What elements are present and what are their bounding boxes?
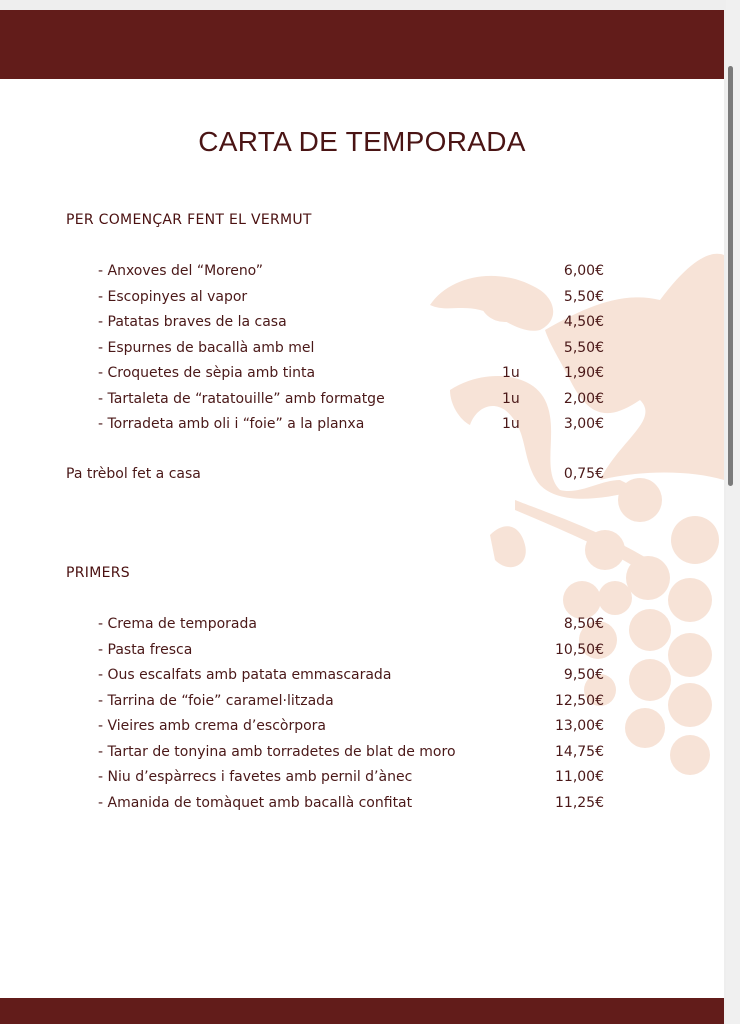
item-price: 11,00€ [555,769,604,785]
menu-item [98,416,604,441]
item-name: - Patatas braves de la casa [98,314,287,330]
menu-item [98,693,604,718]
item-price: 8,50€ [563,616,604,632]
menu-page [0,10,724,1024]
menu-item [98,365,604,390]
item-price: 3,00€ [563,416,604,432]
item-name: - Pasta fresca [98,642,193,658]
item-name: - Croquetes de sèpia amb tinta [98,365,316,381]
item-name: - Tartar de tonyina amb torradetes de blat de moro [98,744,456,760]
section-heading-primers: PRIMERS [66,565,130,581]
item-name: - Vieires amb crema d’escòrpora [98,718,326,734]
menu-item [98,667,604,692]
item-name: - Tarrina de “foie” caramel·litzada [98,693,334,709]
item-unit: 1u [502,365,520,381]
item-price: 10,50€ [555,642,604,658]
item-price: 14,75€ [555,744,604,760]
page-title: CARTA DE TEMPORADA [198,126,526,157]
menu-item [98,289,604,314]
item-price: 4,50€ [563,314,604,330]
footer-band [0,998,724,1024]
item-unit: 1u [502,416,520,432]
item-unit: 1u [502,391,520,407]
item-price: 11,25€ [555,795,604,811]
item-price: 2,00€ [563,391,604,407]
item-name: - Espurnes de bacallà amb mel [98,340,315,356]
item-name: - Tartaleta de “ratatouille” amb formatge [98,391,385,407]
item-name: - Crema de temporada [98,616,257,632]
item-price: 6,00€ [563,263,604,279]
menu-item [98,263,604,288]
item-price: 5,50€ [563,340,604,356]
menu-item-bread [66,466,604,491]
item-price: 5,50€ [563,289,604,305]
item-name: - Niu d’espàrrecs i favetes amb pernil d’ànec [98,769,413,785]
item-price: 9,50€ [563,667,604,683]
item-price: 1,90€ [563,365,604,381]
item-name: - Escopinyes al vapor [98,289,248,305]
item-name: Pa trèbol fet a casa [66,466,201,482]
menu-item [98,795,604,820]
item-price: 0,75€ [563,466,604,482]
section-heading-vermut: PER COMENÇAR FENT EL VERMUT [66,212,312,228]
menu-item [98,616,604,641]
item-price: 13,00€ [555,718,604,734]
item-name: - Torradeta amb oli i “foie” a la planxa [98,416,365,432]
item-name: - Ous escalfats amb patata emmascarada [98,667,392,683]
menu-item [98,718,604,743]
item-price: 12,50€ [555,693,604,709]
grape-vine-decoration [0,10,724,1024]
menu-item [98,769,604,794]
menu-item [98,642,604,667]
item-name: - Amanida de tomàquet amb bacallà confitat [98,795,413,811]
scrollbar-thumb[interactable] [728,66,733,486]
menu-item [98,744,604,769]
item-name: - Anxoves del “Moreno” [98,263,264,279]
menu-item [98,391,604,416]
menu-item [98,340,604,365]
menu-item [98,314,604,339]
